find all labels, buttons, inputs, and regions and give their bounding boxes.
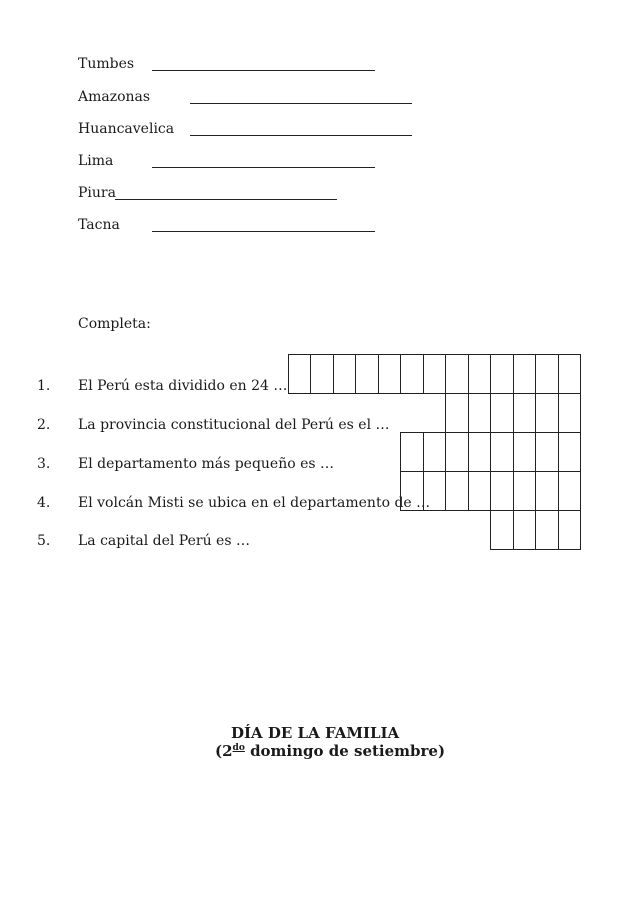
- dept-tacna-answer-line[interactable]: [152, 231, 375, 232]
- crossword-cell[interactable]: [445, 432, 469, 472]
- dept-lima-label: Lima: [78, 153, 114, 169]
- crossword-cell[interactable]: [535, 432, 559, 472]
- dept-piura-label: Piura: [78, 185, 116, 201]
- dept-lima-answer-line[interactable]: [152, 167, 375, 168]
- crossword-cell[interactable]: [490, 432, 514, 472]
- dept-amazonas-label: Amazonas: [78, 89, 151, 105]
- question-1-text: El Perú esta dividido en 24 …: [78, 378, 288, 394]
- instruction-text: Completa:: [78, 316, 151, 332]
- crossword-cell[interactable]: [378, 354, 402, 394]
- crossword-cell[interactable]: [558, 510, 582, 550]
- crossword-cell[interactable]: [513, 471, 537, 511]
- crossword-cell[interactable]: [400, 432, 424, 472]
- question-2-text: La provincia constitucional del Perú es el …: [78, 417, 390, 433]
- dept-piura-answer-line[interactable]: [115, 199, 337, 200]
- crossword-cell[interactable]: [445, 354, 469, 394]
- question-4-number: 4.: [37, 495, 51, 511]
- crossword-cell[interactable]: [535, 471, 559, 511]
- question-5-number: 5.: [37, 533, 51, 549]
- footer-subtitle: [215, 742, 445, 760]
- dept-huancavelica-answer-line[interactable]: [190, 135, 412, 136]
- crossword-cell[interactable]: [400, 471, 424, 511]
- crossword-cell[interactable]: [490, 393, 514, 433]
- crossword-cell[interactable]: [558, 432, 582, 472]
- question-5-text: La capital del Perú es …: [78, 533, 250, 549]
- crossword-cell[interactable]: [288, 354, 312, 394]
- crossword-cell[interactable]: [400, 354, 424, 394]
- dept-tumbes-label: Tumbes: [78, 56, 135, 72]
- crossword-cell[interactable]: [490, 471, 514, 511]
- crossword-cell[interactable]: [310, 354, 334, 394]
- crossword-cell[interactable]: [535, 393, 559, 433]
- crossword-cell[interactable]: [468, 354, 492, 394]
- question-3-text: El departamento más pequeño es …: [78, 456, 335, 472]
- crossword-cell[interactable]: [445, 471, 469, 511]
- crossword-cell[interactable]: [558, 393, 582, 433]
- crossword-cell[interactable]: [423, 354, 447, 394]
- dept-huancavelica-label: Huancavelica: [78, 121, 175, 137]
- crossword-cell[interactable]: [468, 471, 492, 511]
- footer-subtitle-rest: domingo de setiembre): [244, 742, 446, 760]
- crossword-cell[interactable]: [535, 354, 559, 394]
- crossword-cell[interactable]: [490, 354, 514, 394]
- crossword-cell[interactable]: [423, 432, 447, 472]
- crossword-cell[interactable]: [355, 354, 379, 394]
- dept-tacna-label: Tacna: [78, 217, 120, 233]
- dept-tumbes-answer-line[interactable]: [152, 70, 375, 71]
- crossword-cell[interactable]: [445, 393, 469, 433]
- footer-subtitle-open: (2: [215, 742, 233, 760]
- question-2-number: 2.: [37, 417, 51, 433]
- question-4-text: El volcán Misti se ubica en el departamento de …: [78, 495, 431, 511]
- crossword-cell[interactable]: [468, 432, 492, 472]
- crossword-cell[interactable]: [333, 354, 357, 394]
- footer-title: DÍA DE LA FAMILIA: [231, 724, 400, 742]
- crossword-cell[interactable]: [468, 393, 492, 433]
- crossword-cell[interactable]: [513, 432, 537, 472]
- crossword-cell[interactable]: [513, 510, 537, 550]
- question-1-number: 1.: [37, 378, 51, 394]
- crossword-cell[interactable]: [558, 471, 582, 511]
- footer-subtitle-sup: do: [232, 743, 245, 753]
- crossword-cell[interactable]: [490, 510, 514, 550]
- crossword-cell[interactable]: [558, 354, 582, 394]
- question-3-number: 3.: [37, 456, 51, 472]
- dept-amazonas-answer-line[interactable]: [190, 103, 412, 104]
- crossword-cell[interactable]: [513, 354, 537, 394]
- crossword-cell[interactable]: [423, 471, 447, 511]
- crossword-cell[interactable]: [513, 393, 537, 433]
- crossword-cell[interactable]: [535, 510, 559, 550]
